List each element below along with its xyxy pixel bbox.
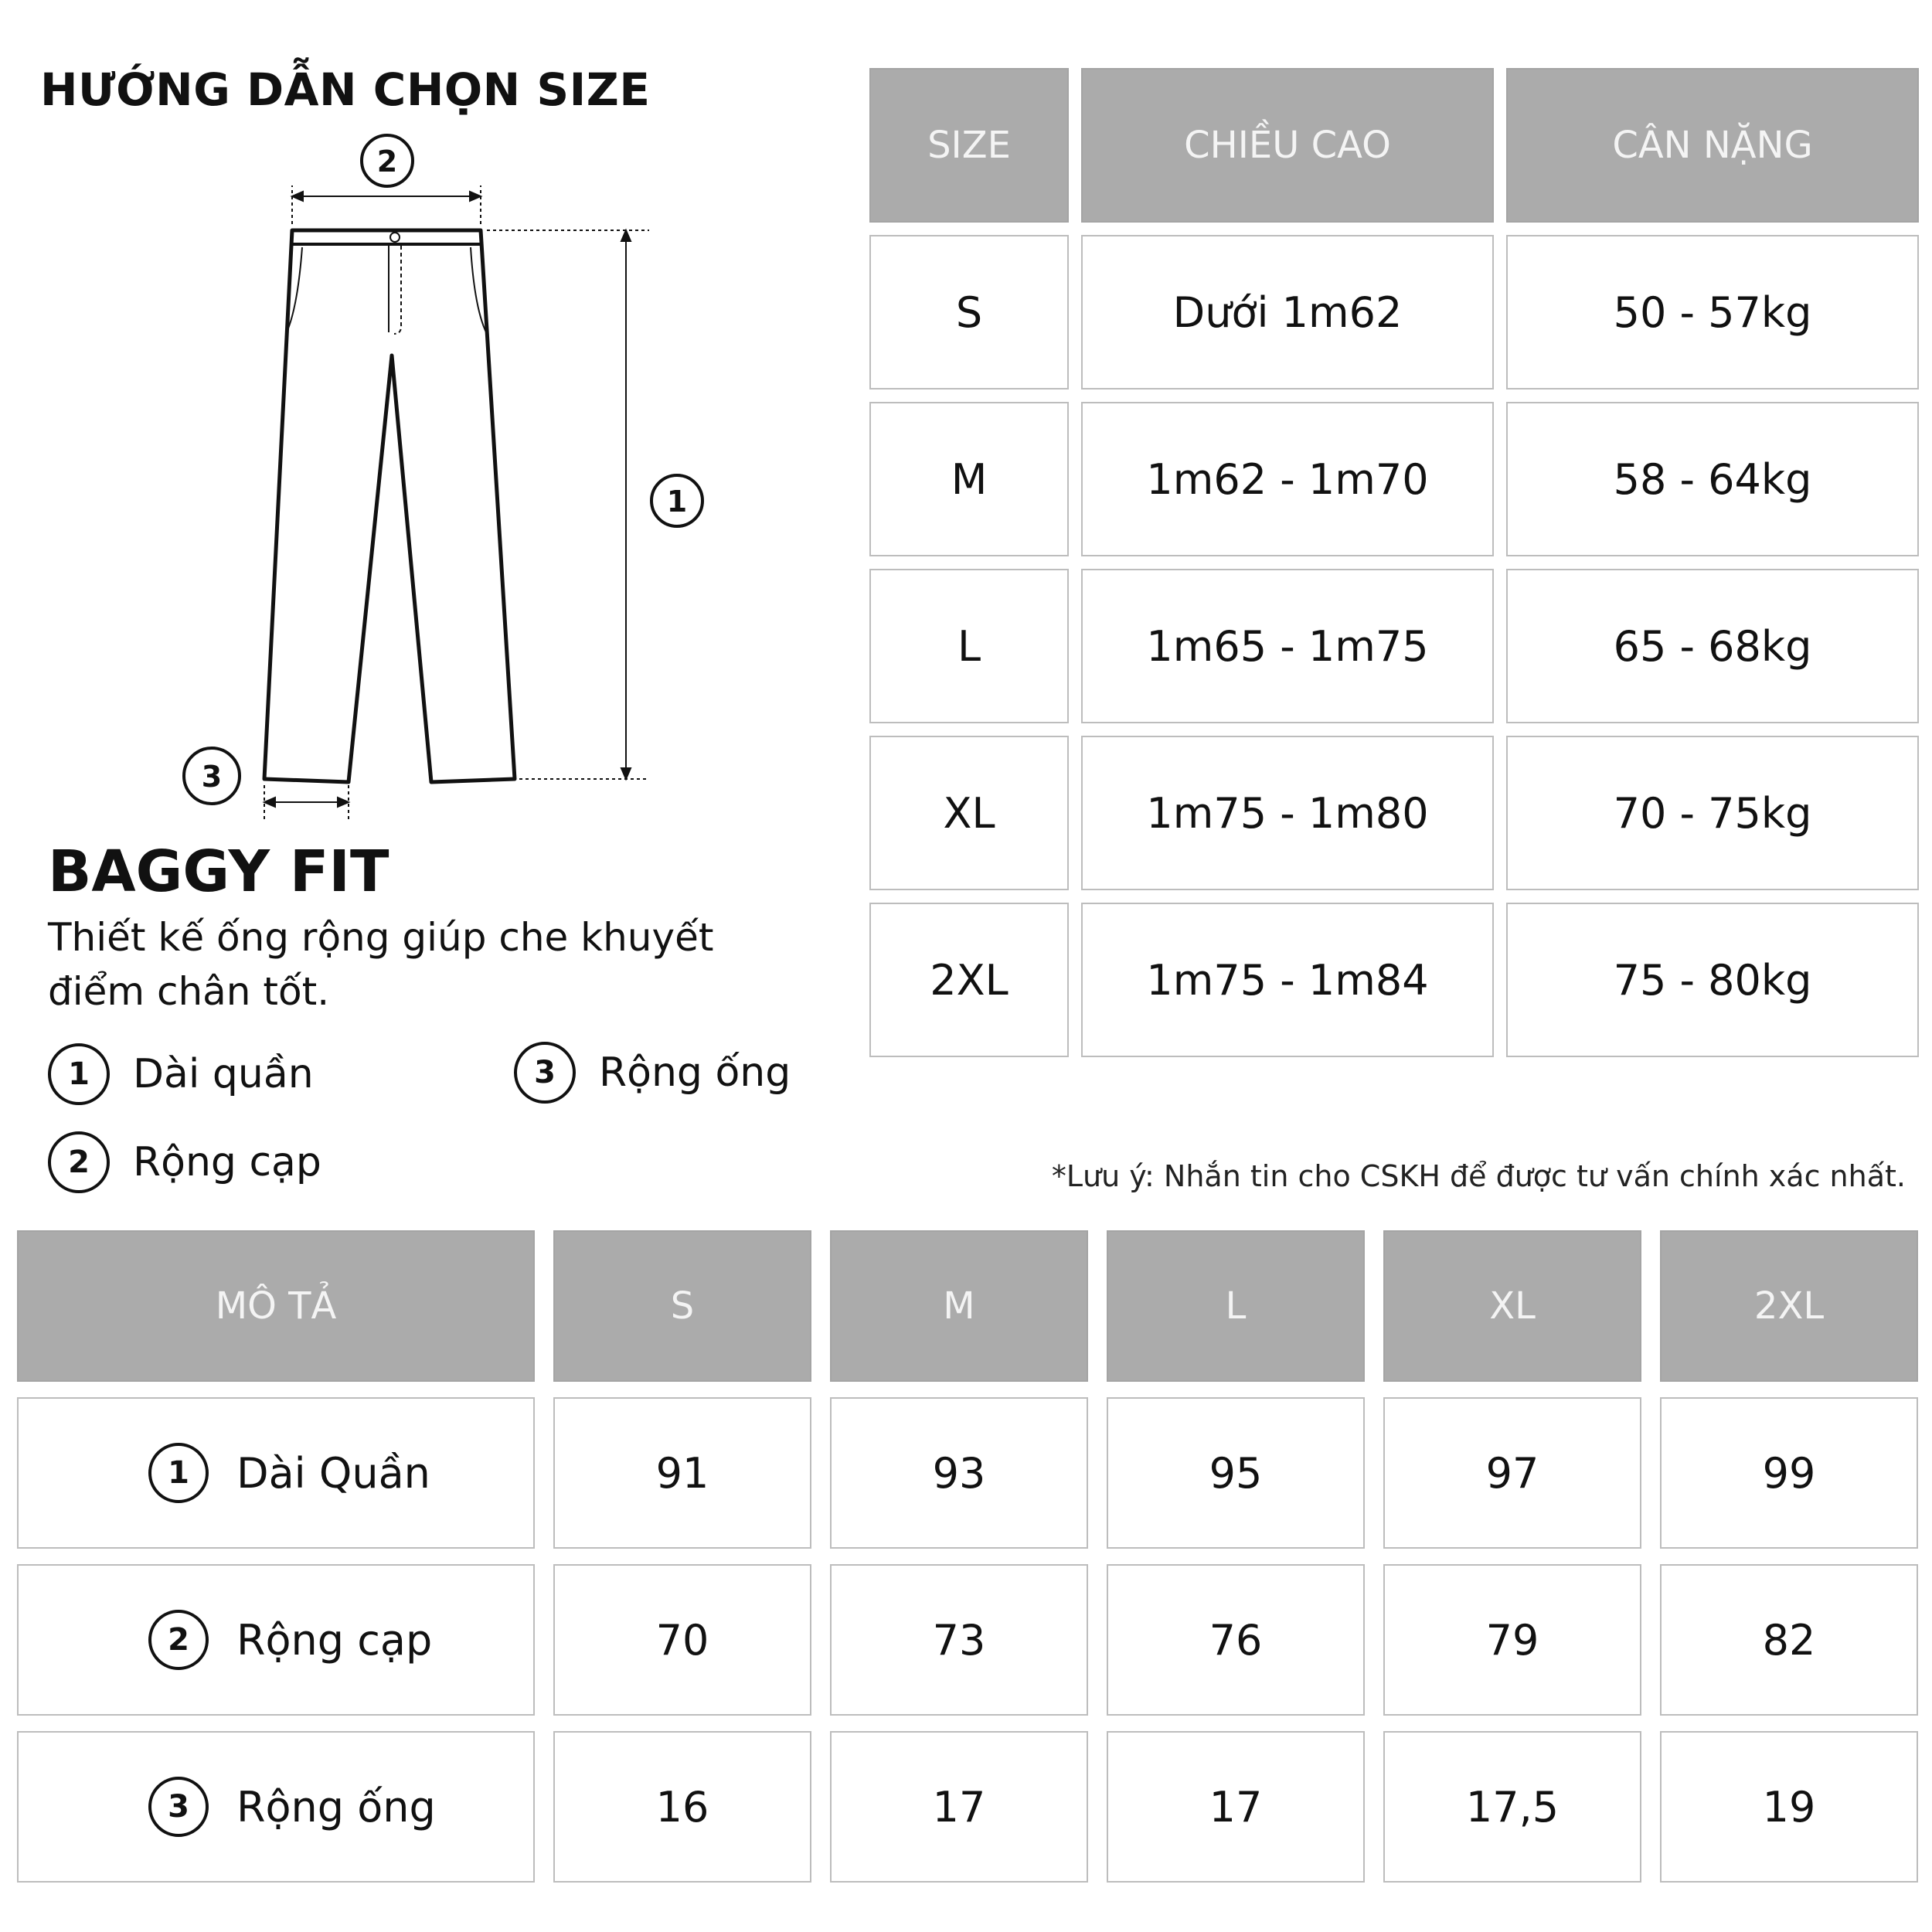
measurement-cell: 97 <box>1383 1397 1641 1549</box>
size-table-cell: 1m75 - 1m84 <box>1081 903 1494 1057</box>
size-table-cell: 65 - 68kg <box>1506 569 1919 723</box>
measurement-table-header: S <box>553 1230 811 1382</box>
fit-title: BAGGY FIT <box>48 838 389 905</box>
measurement-cell: 17 <box>1107 1731 1365 1883</box>
measurement-cell: 99 <box>1660 1397 1918 1549</box>
size-table <box>869 68 1919 1057</box>
number-badge: 2 <box>148 1610 209 1670</box>
size-table-cell: 1m62 - 1m70 <box>1081 402 1494 556</box>
measurement-cell: 91 <box>553 1397 811 1549</box>
number-badge: 3 <box>514 1042 576 1104</box>
legend-label: Dài quần <box>133 1051 314 1097</box>
number-badge: 2 <box>48 1131 110 1193</box>
number-badge: 1 <box>48 1043 110 1105</box>
pants-diagram <box>170 131 726 827</box>
size-table-cell: M <box>869 402 1069 556</box>
measurement-cell: 70 <box>553 1564 811 1716</box>
measurement-cell: 16 <box>553 1731 811 1883</box>
legend-label: Rộng ống <box>599 1049 791 1096</box>
size-table-header: CHIỀU CAO <box>1081 68 1494 223</box>
number-badge: 1 <box>148 1443 209 1503</box>
marker-length <box>651 475 702 526</box>
measurement-label: Rộng cạp <box>236 1615 433 1665</box>
measurement-cell: 79 <box>1383 1564 1641 1716</box>
measurement-label: Rộng ống <box>236 1782 436 1832</box>
measurement-desc-waist <box>17 1564 535 1716</box>
size-table-cell: L <box>869 569 1069 723</box>
size-table-header: CÂN NẶNG <box>1506 68 1919 223</box>
size-table-cell: 1m65 - 1m75 <box>1081 569 1494 723</box>
measurement-label: Dài Quần <box>236 1448 430 1498</box>
size-table-cell: 70 - 75kg <box>1506 736 1919 890</box>
measurement-cell: 19 <box>1660 1731 1918 1883</box>
measurement-table <box>17 1230 1917 1883</box>
size-table-cell: S <box>869 235 1069 389</box>
measurement-cell: 95 <box>1107 1397 1365 1549</box>
marker-leg-opening <box>184 748 240 804</box>
marker-waist <box>362 135 413 186</box>
size-table-header: SIZE <box>869 68 1069 223</box>
measurement-table-header: XL <box>1383 1230 1641 1382</box>
fit-description: Thiết kế ống rộng giúp che khuyết điểm chân tốt. <box>48 915 714 1014</box>
measurement-cell: 76 <box>1107 1564 1365 1716</box>
measurement-desc-leg-opening <box>17 1731 535 1883</box>
svg-text:2: 2 <box>376 145 398 179</box>
measurement-table-header: L <box>1107 1230 1365 1382</box>
measurement-cell: 17 <box>830 1731 1088 1883</box>
size-table-cell: 50 - 57kg <box>1506 235 1919 389</box>
measurement-cell: 82 <box>1660 1564 1918 1716</box>
size-table-cell: 1m75 - 1m80 <box>1081 736 1494 890</box>
number-badge: 3 <box>148 1777 209 1837</box>
legend-label: Rộng cạp <box>133 1139 321 1185</box>
legend-item-length <box>48 1043 314 1105</box>
measurement-table-header: M <box>830 1230 1088 1382</box>
svg-text:3: 3 <box>201 760 223 794</box>
size-table-cell: 58 - 64kg <box>1506 402 1919 556</box>
measurement-cell: 17,5 <box>1383 1731 1641 1883</box>
measurement-desc-length <box>17 1397 535 1549</box>
legend-item-waist <box>48 1131 321 1193</box>
note-text: *Lưu ý: Nhắn tin cho CSKH để được tư vấn chính xác nhất. <box>1051 1159 1906 1193</box>
page-title: HƯỚNG DẪN CHỌN SIZE <box>40 63 651 116</box>
measurement-cell: 93 <box>830 1397 1088 1549</box>
size-table-cell: XL <box>869 736 1069 890</box>
size-table-cell: 75 - 80kg <box>1506 903 1919 1057</box>
size-table-cell: Dưới 1m62 <box>1081 235 1494 389</box>
measurement-table-header: MÔ TẢ <box>17 1230 535 1382</box>
svg-text:1: 1 <box>666 485 688 519</box>
legend-item-leg-opening <box>514 1042 791 1104</box>
size-table-cell: 2XL <box>869 903 1069 1057</box>
measurement-table-header: 2XL <box>1660 1230 1918 1382</box>
measurement-cell: 73 <box>830 1564 1088 1716</box>
